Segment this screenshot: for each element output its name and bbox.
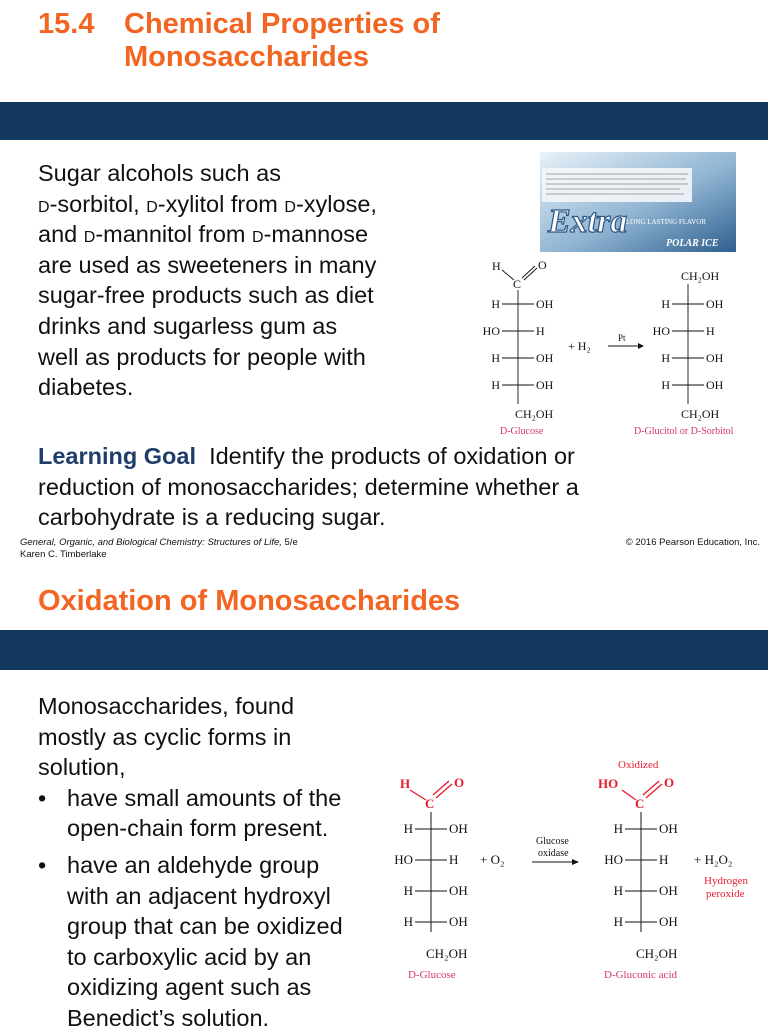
oxidation-left-row-right-group: OH <box>449 883 468 898</box>
left-top-h: H <box>492 259 501 273</box>
intro-line: Monosaccharides, found <box>38 693 295 719</box>
right-compound-name: D-Glucitol or D-Sorbitol <box>634 426 734 437</box>
ox-right-ho: HO <box>598 776 619 791</box>
learning-goal <box>38 441 758 533</box>
reduction-left-row-right-group: OH <box>536 351 554 365</box>
para-line: diabetes. <box>38 374 134 401</box>
oxidation-right-row-left-group: H <box>613 883 623 898</box>
learning-goal-line1: Identify the products of oxidation or <box>209 443 575 469</box>
para-line: d-sorbitol, d-xylitol from d-xylose, <box>38 190 377 217</box>
learning-goal-line3: carbohydrate is a reducing sugar. <box>38 504 386 531</box>
ox-right-o: O <box>664 775 675 790</box>
reduction-right-row-right-group: H <box>706 324 715 338</box>
footer-copyright: © 2016 Pearson Education, Inc. <box>625 537 760 548</box>
reduction-left-row-left-group: H <box>491 351 500 365</box>
reduction-left-row-right-group: OH <box>536 297 554 311</box>
ox-left-name: D-Glucose <box>408 969 456 981</box>
reduction-right-row-right-group: OH <box>706 351 724 365</box>
oxidation-right-row-right-group: OH <box>659 821 678 836</box>
slide2-header-band <box>0 630 768 670</box>
bullet-dot: • <box>38 851 47 878</box>
reduction-left-row-left-group: H <box>491 297 500 311</box>
gum-package-image <box>540 152 736 252</box>
slide1-title-number: 15.4 <box>38 8 95 40</box>
reduction-left-row-right-group: H <box>536 324 545 338</box>
ox-right-c: C <box>635 796 645 811</box>
footer-book-title: General, Organic, and Biological Chemistry: Structures of Life, <box>20 537 282 548</box>
oxidation-left-row-left-group: H <box>403 821 413 836</box>
plus-h2: + H₂ <box>568 339 591 353</box>
reduction-reaction-diagram <box>478 256 768 442</box>
reduction-left-row-left-group: HO <box>482 324 500 338</box>
oxidized-label: Oxidized <box>618 759 659 771</box>
footer-edition: 5/e <box>281 537 298 548</box>
slide1-header-band <box>0 102 768 140</box>
oxidation-left-row-right-group: OH <box>449 821 468 836</box>
left-bottom: CH₂OH <box>515 407 554 421</box>
gum-brand: Extra <box>548 203 628 240</box>
slide2-body <box>38 691 378 1034</box>
learning-goal-line2: reduction of monosaccharides; determine whether a <box>38 473 579 500</box>
para-line: and d-mannitol from d-mannose <box>38 221 369 248</box>
reduction-right-row-left-group: HO <box>652 324 670 338</box>
ox-left-c: C <box>425 796 435 811</box>
reduction-left-row-left-group: H <box>491 378 500 392</box>
reduction-right-row-left-group: H <box>661 378 670 392</box>
gum-flavor: POLAR ICE <box>666 238 719 249</box>
bullet-1: • have small amounts of the open-chain form present. <box>38 783 378 844</box>
ox-left-bottom: CH₂OH <box>426 946 468 961</box>
oxidation-right-row-right-group: H <box>659 852 669 867</box>
ox-right-name: D-Gluconic acid <box>604 969 677 981</box>
h2o2-line1: Hydrogen <box>704 875 748 887</box>
reduction-right-row-left-group: H <box>661 351 670 365</box>
oxidation-right-row-left-group: HO <box>604 852 623 867</box>
para-line: Sugar alcohols such as <box>38 160 281 186</box>
intro-line: solution, <box>38 754 126 781</box>
oxidation-left-row-left-group: H <box>403 883 413 898</box>
ox-left-o: O <box>454 775 465 790</box>
oxidation-right-row-right-group: OH <box>659 914 678 929</box>
oxidation-left-row-left-group: H <box>403 914 413 929</box>
para-line: well as products for people with <box>38 343 366 370</box>
h2o2-line2: peroxide <box>706 888 745 900</box>
slide1-title-line1: Chemical Properties of <box>124 8 440 40</box>
learning-goal-label: Learning Goal <box>38 443 196 469</box>
slide1-paragraph <box>38 158 458 403</box>
slide1-title-line2: Monosaccharides <box>124 41 369 73</box>
bullet-2: • have an aldehyde group with an adjacent hydroxyl group that can be oxidized to carboxylic acid by an oxidizing agent such as Benedict’s solution. <box>38 850 378 1034</box>
oxidation-left-row-right-group: OH <box>449 914 468 929</box>
para-line: sugar-free products such as diet <box>38 282 374 309</box>
para-line: are used as sweeteners in many <box>38 251 377 278</box>
left-top-c: C <box>513 277 522 291</box>
reduction-right-row-left-group: H <box>661 297 670 311</box>
reduction-left-row-right-group: OH <box>536 378 554 392</box>
right-top: CH₂OH <box>681 269 720 283</box>
ox-right-bottom: CH₂OH <box>636 946 678 961</box>
enzyme-line1: Glucose <box>536 836 569 847</box>
oxidation-right-row-left-group: H <box>613 821 623 836</box>
reduction-right-row-right-group: OH <box>706 378 724 392</box>
para-line: drinks and sugarless gum as <box>38 312 338 339</box>
intro-line: mostly as cyclic forms in <box>38 723 292 750</box>
oxidation-reaction-diagram <box>388 752 768 988</box>
plus-o2: + O₂ <box>480 852 505 867</box>
slide1-title <box>38 8 758 74</box>
enzyme-line2: oxidase <box>538 848 569 859</box>
left-top-o: O <box>538 258 547 272</box>
catalyst-label: Pt <box>618 333 626 343</box>
oxidation-right-row-left-group: H <box>613 914 623 929</box>
gum-tagline: LONG LASTING FLAVOR <box>626 218 706 226</box>
slide2-title: Oxidation of Monosaccharides <box>38 585 461 617</box>
ox-left-h: H <box>400 776 411 791</box>
oxidation-left-row-left-group: HO <box>394 852 413 867</box>
left-compound-name: D-Glucose <box>500 426 544 437</box>
footer-author: Karen C. Timberlake <box>20 549 107 560</box>
oxidation-right-row-right-group: OH <box>659 883 678 898</box>
bullet-dot: • <box>38 784 47 811</box>
oxidation-left-row-right-group: H <box>449 852 459 867</box>
right-bottom: CH₂OH <box>681 407 720 421</box>
reduction-right-row-right-group: OH <box>706 297 724 311</box>
slide1-footer-left <box>20 537 298 561</box>
plus-h2o2: + H₂O₂ <box>694 852 733 867</box>
